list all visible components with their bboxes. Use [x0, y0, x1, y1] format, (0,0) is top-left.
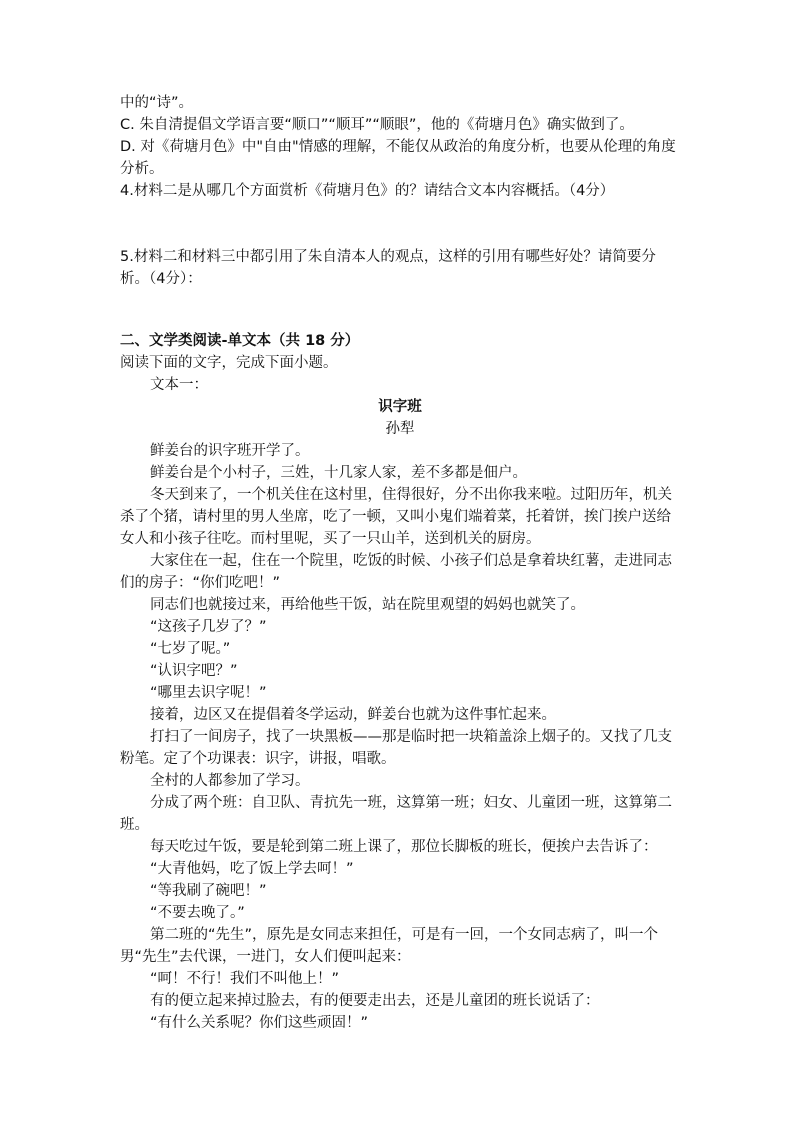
answer-space: [120, 290, 680, 330]
story-paragraph: 鲜姜台是个小村子，三姓，十几家人家，差不多都是佃户。: [150, 465, 527, 481]
story-paragraph: 大家住在一起，住在一个院里，吃饭的时候、小孩子们总是拿着块红薯，走进同志们的房子：“你们吃吧！”: [120, 553, 672, 591]
story-paragraph: 有的便立起来掉过脸去，有的便要走出去，还是儿童团的班长说话了：: [150, 993, 600, 1009]
instruction: 阅读下面的文字，完成下面小题。: [120, 355, 338, 371]
text-line: 中的“诗”。: [120, 95, 194, 111]
story-paragraph: 全村的人都参加了学习。: [150, 773, 310, 789]
option-c: C. 朱自清提倡文学语言要“顺口”“顺耳”“顺眼”，他的《荷塘月色》确实做到了。: [120, 117, 634, 133]
story-paragraph: “七岁了呢。”: [150, 641, 231, 657]
story-author: 孙犁: [385, 421, 415, 437]
section-heading: 二、文学类阅读-单文本（共 18 分）: [120, 333, 360, 349]
page-content: [120, 92, 680, 1034]
story-paragraph: 同志们也就接过来，再给他些干饭，站在院里观望的妈妈也就笑了。: [150, 597, 585, 613]
story-paragraph: “哪里去识字呢！”: [150, 685, 267, 701]
story-paragraph: “呵！不行！我们不叫他上！”: [150, 971, 340, 987]
story-paragraph: “认识字吧？”: [150, 663, 238, 679]
story-paragraph: 冬天到来了，一个机关住在这村里，住得很好，分不出你我来啦。过阳历年，机关杀了个猪，请村里的男人坐席，吃了一顿，又叫小鬼们端着菜，托着饼，挨门挨户送给女人和小孩子往吃。而村里呢，买了一只山羊，送到机关的厨房。: [120, 487, 672, 547]
option-d: D. 对《荷塘月色》中"自由"情感的理解，不能仅从政治的角度分析，也要从伦理的角度分析。: [120, 139, 676, 177]
story-paragraph: “这孩子几岁了？”: [150, 619, 267, 635]
question-4: 4.材料二是从哪几个方面赏析《荷塘月色》的？请结合文本内容概括。（4分）: [120, 183, 615, 199]
story-paragraph: 分成了两个班：自卫队、青抗先一班，这算第一班；妇女、儿童团一班，这算第二班。: [120, 795, 672, 833]
story-title: 识字班: [378, 399, 422, 415]
story-paragraph: 鲜姜台的识字班开学了。: [150, 443, 310, 459]
story-paragraph: 接着，边区又在提倡着冬学运动，鲜姜台也就为这件事忙起来。: [150, 707, 556, 723]
text-label: 文本一：: [150, 377, 208, 393]
story-paragraph: 打扫了一间房子，找了一块黑板——那是临时把一块箱盖涂上烟子的。又找了几支粉笔。定了个功课表：识字，讲报，唱歌。: [120, 729, 672, 767]
story-paragraph: 第二班的“先生”，原先是女同志来担任，可是有一回，一个女同志病了，叫一个男“先生”去代课，一进门，女人们便叫起来：: [120, 927, 659, 965]
story-paragraph: “不要去晚了。”: [150, 905, 245, 921]
story-paragraph: “大青他妈，吃了饭上学去呵！”: [150, 861, 354, 877]
question-5: 5.材料二和材料三中都引用了朱自清本人的观点，这样的引用有哪些好处？请简要分析。（4分）：: [120, 249, 656, 287]
story-paragraph: “等我刷了碗吧！”: [150, 883, 267, 899]
answer-space: [120, 202, 680, 246]
story-paragraph: 每天吃过午饭，要是轮到第二班上课了，那位长脚板的班长，便挨户去告诉了：: [150, 839, 658, 855]
story-paragraph: “有什么关系呢？你们这些顽固！”: [150, 1015, 369, 1031]
